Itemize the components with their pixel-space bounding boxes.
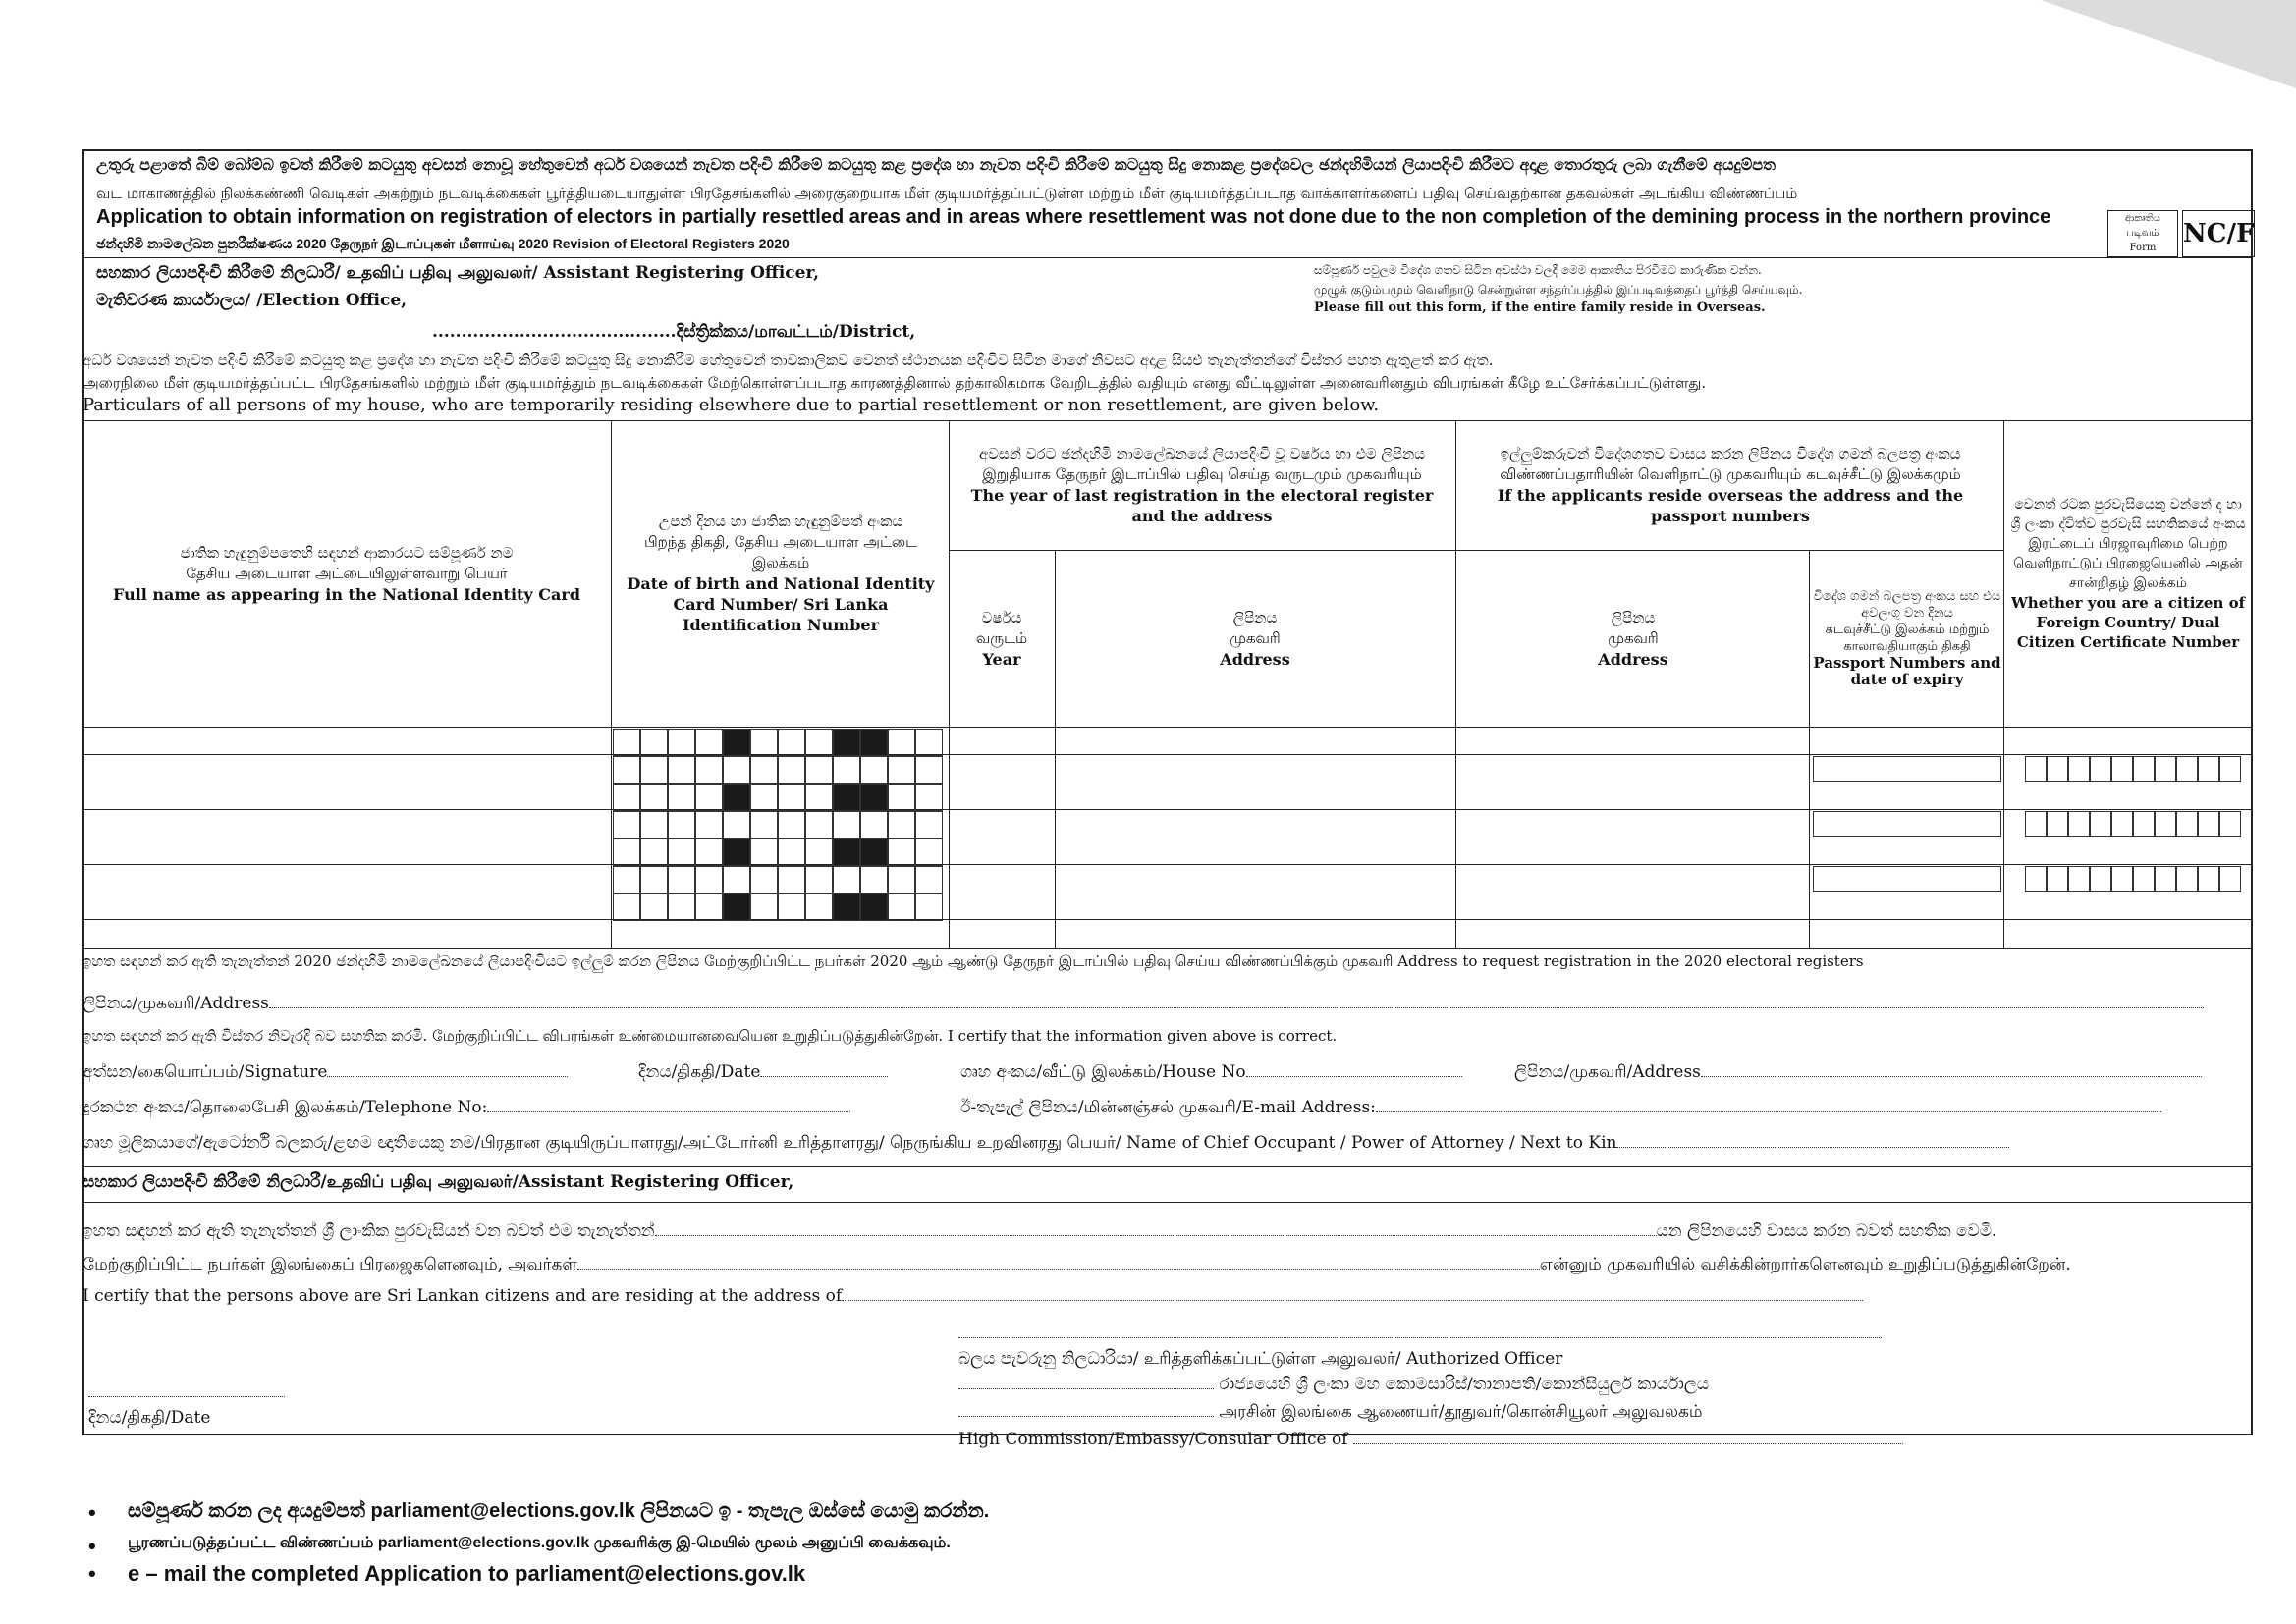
dob-nic-digit-box[interactable]: [750, 893, 778, 921]
officer-cert-ta[interactable]: [82, 1255, 2071, 1276]
certify-statement: [82, 1027, 1337, 1047]
citizen-cert-digit-box[interactable]: [2068, 866, 2090, 892]
citizen-cert-digit-box[interactable]: [2133, 866, 2155, 892]
dob-nic-digit-box[interactable]: [640, 811, 668, 839]
col-line: [1455, 420, 1456, 948]
dob-nic-digit-box[interactable]: [613, 811, 640, 839]
row-line: [82, 919, 2253, 920]
officer-section-title: සහකාර ලියාපදිංචි කිරීමේ නිලධාරී/உதவிப் பதிவு அலுவலர்/Assistant Registering Officer,: [82, 1172, 794, 1192]
dob-nic-digit-box[interactable]: [860, 839, 888, 866]
col-ov-address-ta: முகவரி: [1608, 628, 1659, 647]
email-label: ඊ-තැපැල් ලිපිනය/மின்னஞ்சல் முகவரி/E-mail Address:: [960, 1098, 1376, 1117]
dob-nic-digit-box[interactable]: [750, 866, 778, 893]
dob-nic-digit-box[interactable]: [888, 756, 915, 784]
dob-nic-digit-box[interactable]: [915, 756, 943, 784]
col-overseas-ta: விண்ணப்பதாரியின் வெளிநாட்டு முகவரியும் கடவுச்சீட்டு இலக்கமும்: [1500, 465, 1961, 483]
col-overseas-address: [1459, 552, 1807, 725]
officer-date-label: දිනය/திகதி/Date: [88, 1408, 211, 1428]
dob-nic-digit-box[interactable]: [723, 756, 750, 784]
col-dob-en: Date of birth and National Identity Card Number/ Sri Lanka Identification Number: [627, 574, 935, 634]
dob-nic-digit-box[interactable]: [778, 893, 805, 921]
commission-ta: அரசின் இலங்கை ஆணையர்/தூதுவர்/கொன்சியூலர் அலுவலகம்: [1219, 1402, 1703, 1422]
overseas-note-ta: முழுக் குடும்பமும் வெளிநாடு சென்றுள்ள சந்தர்ப்பத்தில் இப்படிவத்தைப் பூர்த்தி செய்யவும்.: [1314, 283, 1803, 297]
table-subheader-line: [949, 550, 2003, 551]
dob-nic-digit-box[interactable]: [805, 729, 833, 756]
dob-nic-digit-box[interactable]: [805, 839, 833, 866]
certify-text: ඉහත සඳහන් කර ඇති විස්තර නිවැරදි බව සහතික කරමි. மேற்குறிப்பிட்ட விபரங்கள் உண்மையானவையென உறுதிப்படுத்துகின்றேன். I certify that the information given above is correct.: [82, 1027, 1338, 1045]
signature-label: අත්සන/கையொப்பம்/Signature: [82, 1062, 328, 1082]
col-passport-si: විදේශ ගමන් බලපත්‍ර අංකය සහ එය අවලංගු වන දිනය: [1813, 589, 2001, 621]
dob-nic-digit-box[interactable]: [778, 784, 805, 811]
dob-nic-digit-box[interactable]: [640, 839, 668, 866]
officer-cert-ta-text: மேற்குறிப்பிட்ட நபர்கள் இலங்கைப் பிரஜைகளெனவும், அவர்கள்: [82, 1255, 577, 1274]
footer-line-en: • e – mail the completed Application to parliament@elections.gov.lk: [128, 1561, 805, 1587]
dob-nic-digit-box[interactable]: [888, 811, 915, 839]
dob-nic-digit-box[interactable]: [695, 729, 723, 756]
signature-dots[interactable]: [327, 1062, 568, 1077]
dob-nic-digit-box[interactable]: [750, 756, 778, 784]
col-overseas-si: ඉල්ලුම්කරුවන් විදේශගතව වාසය කරන ලිපිනය විදේශ ගමන් බලපත්‍ර අංකය: [1500, 445, 1961, 462]
dob-nic-digit-box[interactable]: [888, 866, 915, 893]
citizen-cert-digit-box[interactable]: [2219, 756, 2241, 782]
dob-nic-digit-box[interactable]: [695, 811, 723, 839]
dob-nic-digit-box[interactable]: [723, 839, 750, 866]
telephone-label: දුරකථන අංකය/தொலைபேசி இலக்கம்/Telephone No:: [82, 1098, 488, 1117]
house-no-dots[interactable]: [1246, 1062, 1462, 1077]
dob-nic-digit-box[interactable]: [750, 784, 778, 811]
commission-ta-dots[interactable]: [958, 1402, 1214, 1417]
citizen-cert-digit-box[interactable]: [2155, 866, 2176, 892]
col-passport: [1813, 552, 2001, 725]
col-year: [951, 552, 1053, 725]
passport-number-box[interactable]: [1813, 756, 2001, 782]
form-frame: [82, 149, 2253, 1435]
dob-nic-digit-box[interactable]: [695, 784, 723, 811]
email-line[interactable]: [960, 1098, 2161, 1119]
col-citizenship: [2007, 422, 2249, 725]
chief-occupant-dots[interactable]: [1616, 1133, 2009, 1148]
district-field[interactable]: ..........................................දිස්ත්‍රික්කය/மாவட்டம்/District,: [432, 322, 916, 342]
officer-address: සහකාර ලියාපදිංචි කිරීමේ නිලධාරී/ உதவிப் பதிவு அலுவலர்/ Assistant Registering Officer,: [96, 263, 820, 283]
col-year-en: Year: [982, 649, 1021, 669]
passport-number-box[interactable]: [1813, 866, 2001, 892]
date-line[interactable]: [638, 1062, 888, 1084]
footer-line-ta: • பூரணப்படுத்தப்பட்ட விண்ணப்பம் parliament@elections.gov.lk முகவரிக்கு இ-மெயில் மூலம் அனுப்பி வைக்கவும்.: [128, 1534, 951, 1553]
citizen-cert-digit-box[interactable]: [2111, 811, 2133, 837]
dob-nic-digit-box[interactable]: [695, 866, 723, 893]
date-dots[interactable]: [760, 1062, 888, 1077]
dob-nic-digit-box[interactable]: [805, 811, 833, 839]
dob-nic-digit-box[interactable]: [778, 866, 805, 893]
dob-nic-digit-box[interactable]: [833, 811, 860, 839]
dob-nic-digit-box[interactable]: [613, 756, 640, 784]
officer-section-rule-top: [82, 1166, 2253, 1167]
citizen-cert-digit-box[interactable]: [2111, 756, 2133, 782]
citizen-cert-digit-box[interactable]: [2090, 811, 2111, 837]
col-dob-ta: பிறந்த திகதி, தேசிய அடையாள அட்டை இலக்கம்: [643, 533, 918, 571]
footer-line-si: • සම්පූර්ණ කරන ලද අයදුම්පත් parliament@elections.gov.lk ලිපිනයට ඉ - තැපැල ඔස්සේ යොමු කරන්න.: [128, 1500, 989, 1523]
citizen-cert-digit-box[interactable]: [2025, 811, 2047, 837]
dob-nic-digit-box[interactable]: [750, 729, 778, 756]
citizen-cert-digit-box[interactable]: [2047, 756, 2068, 782]
authorized-officer-label: බලය පැවරුනු නිලධාරියා/ உரித்தளிக்கப்பட்டுள்ள அலுவலர்/ Authorized Officer: [958, 1349, 1563, 1369]
authorized-signature-line[interactable]: [958, 1324, 1882, 1343]
dob-nic-digit-box[interactable]: [668, 811, 695, 839]
overseas-note-si: සම්පූර්ණ පවුලම විදේශ ගතව සිටින අවස්ථා වලදී මෙම ආකෘතිය පිරවීමට කාරුණික වන්න.: [1314, 263, 1762, 277]
dob-nic-digit-box[interactable]: [723, 893, 750, 921]
dob-nic-digit-box[interactable]: [915, 839, 943, 866]
citizen-cert-digit-box[interactable]: [2090, 756, 2111, 782]
dob-nic-digit-box[interactable]: [860, 729, 888, 756]
row-line: [82, 864, 2253, 865]
chief-occupant-label: ගෘහ මූලිකයාගේ/ඇටෝර්නි බලකරු/ළඟම ඥාතියෙකු නම/பிரதான குடியிருப்பாளரது/அட்டோர்னி உரித்தாளரது/ நெருங்கிய உறவினரது பெயர்/ Name of Chief Occupant / Power of Attorney / Next to Kin: [82, 1133, 1617, 1153]
col-full-name-ta: தேசிய அடையாள அட்டையிலுள்ளவாறு பெயர்: [186, 564, 508, 582]
citizen-cert-digit-box[interactable]: [2111, 866, 2133, 892]
house-no-label: ගෘහ අංකය/வீட்டு இலக்கம்/House No: [960, 1062, 1246, 1082]
officer-cert-si-end: යන ලිපිනයෙහි වාසය කරන බවත් සහතික වෙමි.: [1656, 1221, 1997, 1241]
dob-nic-digit-box[interactable]: [833, 784, 860, 811]
dob-nic-digit-box[interactable]: [805, 866, 833, 893]
form-label-ta: படிவம்: [2126, 228, 2159, 239]
citizen-cert-digit-box[interactable]: [2025, 866, 2047, 892]
citizen-cert-digit-box[interactable]: [2176, 866, 2198, 892]
officer-cert-si-text: ඉහත සඳහන් කර ඇති තැනැත්තන් ශ්‍රී ලාංකික පුරවැසියන් වන බවත් එම තැනැත්තන්: [82, 1221, 655, 1241]
dob-nic-digit-box[interactable]: [833, 893, 860, 921]
dob-nic-digit-box[interactable]: [640, 729, 668, 756]
dob-nic-digit-box[interactable]: [668, 729, 695, 756]
address-dots[interactable]: [269, 994, 2204, 1008]
col-full-name-si: ජාතික හැඳුනුම්පතෙහි සඳහන් ආකාරයට සම්පූර්ණ නම: [180, 543, 514, 562]
dob-nic-digit-box[interactable]: [723, 811, 750, 839]
col-line: [82, 420, 83, 948]
telephone-line[interactable]: [82, 1098, 850, 1119]
col-lastreg-ta: இறுதியாக தேருநர் இடாப்பில் பதிவு செய்த வருடமும் முகவரியும்: [982, 465, 1422, 483]
dob-nic-digit-box[interactable]: [805, 784, 833, 811]
dob-nic-digit-box[interactable]: [723, 729, 750, 756]
form-label-en: Form: [2129, 243, 2157, 253]
col-citizen-en: Whether you are a citizen of Foreign Country/ Dual Citizen Certificate Number: [2010, 594, 2246, 651]
form-label-box: [2107, 210, 2178, 257]
dob-nic-digit-box[interactable]: [778, 756, 805, 784]
dob-nic-digit-box[interactable]: [860, 866, 888, 893]
dob-nic-digit-box[interactable]: [888, 839, 915, 866]
dob-nic-digit-box[interactable]: [668, 893, 695, 921]
col-line: [611, 420, 612, 948]
col-full-name: [84, 422, 609, 725]
citizen-cert-digit-box[interactable]: [2219, 811, 2241, 837]
dob-nic-digit-box[interactable]: [860, 893, 888, 921]
title-tamil: வட மாகாணத்தில் நிலக்கண்ணி வெடிகள் அகற்றும் நடவடிக்கைகள் பூர்த்தியடையாதுள்ள பிரதேசங்களில் அரைகுறையாக மீள் குடியமர்த்தப்பட்டுள்ள மற்றும் மீள் குடியமர்த்தப்படாத வாக்காளர்களைப் பதிவு செய்வதற்கான தகவல்கள் அடங்கிய விண்ணப்பம்: [96, 185, 1798, 202]
dob-nic-digit-box[interactable]: [668, 866, 695, 893]
col-dob-nic: [619, 422, 943, 725]
col-line: [2251, 420, 2252, 948]
passport-number-box[interactable]: [1813, 811, 2001, 837]
address2-dots[interactable]: [1701, 1062, 2202, 1077]
telephone-dots[interactable]: [487, 1098, 850, 1112]
col-line: [2003, 420, 2004, 948]
citizen-cert-digit-box[interactable]: [2155, 756, 2176, 782]
row-line: [82, 809, 2253, 810]
officer-cert-si-dots[interactable]: [655, 1221, 1657, 1236]
row-line: [82, 754, 2253, 755]
dob-nic-digit-box[interactable]: [833, 729, 860, 756]
citizen-cert-digit-box[interactable]: [2219, 866, 2241, 892]
dob-nic-digit-box[interactable]: [613, 784, 640, 811]
col-passport-ta: கடவுச்சீட்டு இலக்கம் மற்றும் காலாவதியாகும் திகதி: [1825, 623, 1990, 654]
dob-nic-digit-box[interactable]: [915, 893, 943, 921]
dob-nic-digit-box[interactable]: [668, 756, 695, 784]
col-citizen-si: වෙනත් රටක පුරවැසියෙකු වන්නේ ද හා ශ්‍රී ලංකා ද්විත්ව පුරවැසි සහතිකයේ අංකය: [2010, 497, 2246, 532]
col-year-si: වර්ෂය: [981, 608, 1022, 626]
dob-nic-digit-box[interactable]: [668, 839, 695, 866]
col-lastreg-si: අවසන් වරට ඡන්දහිමි නාමලේඛනයේ ලියාපදිංචි වූ වර්ෂය හා එම ලිපිනය: [979, 445, 1425, 462]
dob-nic-digit-box[interactable]: [613, 729, 640, 756]
citizen-cert-digit-box[interactable]: [2176, 811, 2198, 837]
form-code: NC/F: [2182, 210, 2255, 257]
authorized-signature-dots[interactable]: [958, 1324, 1882, 1338]
citizen-cert-digit-box[interactable]: [2047, 866, 2068, 892]
intro-en: Particulars of all persons of my house, who are temporarily residing elsewhere due to partial resettlement or non resettlement, are given below.: [82, 395, 1380, 415]
citizen-cert-digit-box[interactable]: [2198, 811, 2219, 837]
dob-nic-digit-box[interactable]: [613, 893, 640, 921]
address2-line[interactable]: [1514, 1062, 2202, 1084]
dob-nic-digit-box[interactable]: [888, 729, 915, 756]
col-address: [1057, 552, 1453, 725]
dob-nic-digit-box[interactable]: [888, 893, 915, 921]
col-address-ta: முகவரி: [1230, 628, 1281, 647]
dob-nic-digit-box[interactable]: [613, 839, 640, 866]
dob-nic-digit-box[interactable]: [778, 839, 805, 866]
dob-nic-digit-box[interactable]: [860, 784, 888, 811]
title-sinhala: උතුරු පළාතේ බිම් බෝම්බ ඉවත් කිරීමේ කටයුතු අවසන් නොවූ හේතුවෙන් අර්ධ වශයෙන් නැවත පදිංචි කිරීමේ කටයුතු කළ ප්‍රදේශ හා නැවත පදිංචි කිරීමේ කටයුතු සිදු නොකළ ප්‍රදේශවල ඡන්දහිමියන් ලියාපදිංචි කිරීමට අදාළ තොරතුරු ලබා ගැනීමේ අයදුම්පත: [96, 155, 1777, 174]
revision-line: ඡන්දහිමි නාමලේඛන පුනරීක්ෂණය 2020 தேருநர் இடாப்புகள் மீளாய்வு 2020 Revision of Electoral Registers 2020: [96, 236, 790, 251]
commission-en: High Commission/Embassy/Consular Office of: [958, 1430, 1348, 1449]
dob-nic-digit-box[interactable]: [778, 811, 805, 839]
officer-section-rule-bottom: [82, 1202, 2253, 1203]
registration-address-prompt: [82, 952, 1864, 972]
col-line: [1055, 550, 1056, 948]
officer-date-dots[interactable]: [88, 1382, 285, 1397]
table-header-bottom: [82, 727, 2253, 728]
header-rule: [82, 257, 2253, 258]
chief-occupant-line[interactable]: [82, 1133, 2009, 1155]
officer-cert-si[interactable]: [82, 1221, 1996, 1241]
dob-nic-digit-box[interactable]: [915, 729, 943, 756]
dob-nic-digit-box[interactable]: [805, 893, 833, 921]
officer-date-dots-line[interactable]: [88, 1382, 285, 1402]
table-top: [82, 420, 2253, 421]
commission-si: රාජ්‍යයෙහි ශ්‍රී ලංකා මහ කොමසාරිස්/තානාපති/කොන්සියුලර් කාර්යාලය: [1219, 1375, 1710, 1394]
dob-nic-digit-box[interactable]: [915, 811, 943, 839]
office-address: මැතිවරණ කාර්යාලය/ /Election Office,: [96, 291, 408, 310]
dob-nic-digit-box[interactable]: [640, 893, 668, 921]
dob-nic-digit-box[interactable]: [888, 784, 915, 811]
dob-nic-digit-box[interactable]: [695, 839, 723, 866]
title-english: Application to obtain information on registration of electors in partially resettled areas and in areas where resettlement was not done due to the non completion of the demining process in the northern province: [96, 206, 2051, 228]
dob-nic-digit-box[interactable]: [805, 756, 833, 784]
citizen-cert-digit-box[interactable]: [2176, 756, 2198, 782]
col-dob-si: උපන් දිනය හා ජාතික හැඳුනුම්පත් අංකය: [658, 513, 903, 530]
col-address-en: Address: [1220, 649, 1290, 669]
address-line[interactable]: [82, 994, 2253, 1015]
intro-si: අර්ධ වශයෙන් නැවත පදිංචි කිරීමේ කටයුතු කළ ප්‍රදේශ හා නැවත පදිංචි කිරීමේ කටයුතු සිදු නොකිරීම හේතුවෙන් තාවකාලිකව වෙනත් ස්ථානයක පදිංචිව සිටින මාගේ නිවසට අදාළ සියළු තැනැත්තන්ගේ විස්තර පහත ඇතුළත් කර ඇත.: [82, 352, 1494, 369]
form-label-si: ආකෘතිය: [2125, 213, 2160, 224]
citizen-cert-digit-box[interactable]: [2090, 866, 2111, 892]
dob-nic-digit-box[interactable]: [915, 866, 943, 893]
commission-si-line[interactable]: [958, 1375, 1709, 1394]
dob-nic-digit-box[interactable]: [860, 756, 888, 784]
commission-ta-line[interactable]: [958, 1402, 1703, 1424]
dob-nic-digit-box[interactable]: [750, 811, 778, 839]
signature-line[interactable]: [82, 1062, 568, 1084]
col-passport-en: Passport Numbers and date of expiry: [1813, 654, 2001, 688]
col-overseas: [1459, 422, 2001, 548]
col-line: [1809, 550, 1810, 948]
col-overseas-en: If the applicants reside overseas the address and the passport numbers: [1497, 486, 1964, 525]
address2-label: ලිපිනය/முகவரி/Address: [1514, 1062, 1701, 1082]
dob-nic-digit-box[interactable]: [723, 784, 750, 811]
intro-ta: அரைநிலை மீள் குடியமர்த்தப்பட்ட பிரதேசங்களில் மற்றும் மீள் குடியமர்த்தும் நடவடிக்கைகள் மேற்கொள்ளப்படாத காரணத்தினால் தற்காலிகமாக வேறிடத்தில் வதியும் எனது வீட்டிலுள்ள அனைவரினதும் விபரங்கள் கீழே உட்சேர்க்கப்பட்டுள்ளது.: [82, 374, 1707, 392]
dob-nic-digit-box[interactable]: [833, 866, 860, 893]
overseas-note-en: Please fill out this form, if the entire family reside in Overseas.: [1314, 300, 1766, 315]
date-label: දිනය/திகதி/Date: [638, 1062, 761, 1082]
dob-nic-digit-box[interactable]: [640, 784, 668, 811]
citizen-cert-digit-box[interactable]: [2155, 811, 2176, 837]
col-full-name-en: Full name as appearing in the National Identity Card: [112, 584, 580, 604]
page-corner-fold: [2041, 0, 2296, 88]
col-lastreg-en: The year of last registration in the electoral register and the address: [970, 486, 1434, 525]
commission-en-dots[interactable]: [1353, 1430, 1903, 1444]
email-dots[interactable]: [1376, 1098, 2161, 1112]
dob-nic-digit-box[interactable]: [640, 866, 668, 893]
dob-nic-digit-box[interactable]: [778, 729, 805, 756]
citizen-cert-digit-box[interactable]: [2068, 811, 2090, 837]
dob-nic-digit-box[interactable]: [833, 839, 860, 866]
citizen-cert-digit-box[interactable]: [2025, 756, 2047, 782]
col-ov-address-en: Address: [1598, 649, 1668, 669]
dob-nic-digit-box[interactable]: [723, 866, 750, 893]
registration-address-prompt-text: ඉහත සඳහන් කර ඇති තැනැත්තන් 2020 ඡන්දහිමි නාමලේඛනයේ ලියාපදිංචියට ඉල්ලුම් කරන ලිපිනය மேற்குறிப்பிட்ட நபர்கள் 2020 ஆம் ஆண்டு தேருநர் இடாப்பில் பதிவு செய்ய விண்ணப்பிக்கும் முகவரி Address to request registration in the 2020 electoral registers: [82, 952, 1864, 970]
col-last-registration: [953, 422, 1451, 548]
col-year-ta: வருடம்: [975, 628, 1028, 647]
citizen-cert-digit-box[interactable]: [2047, 811, 2068, 837]
citizen-cert-digit-box[interactable]: [2133, 811, 2155, 837]
citizen-cert-digit-box[interactable]: [2133, 756, 2155, 782]
commission-si-dots[interactable]: [958, 1375, 1214, 1389]
col-ov-address-si: ලිපිනය: [1611, 608, 1656, 626]
dob-nic-digit-box[interactable]: [695, 756, 723, 784]
citizen-cert-digit-box[interactable]: [2068, 756, 2090, 782]
dob-nic-digit-box[interactable]: [915, 784, 943, 811]
col-line: [949, 420, 950, 948]
dob-nic-digit-box[interactable]: [695, 893, 723, 921]
dob-nic-digit-box[interactable]: [613, 866, 640, 893]
dob-nic-digit-box[interactable]: [860, 811, 888, 839]
officer-cert-en[interactable]: [82, 1286, 1863, 1306]
house-no-line[interactable]: [960, 1062, 1462, 1084]
address-label: ලිපිනය/முகவரி/Address: [82, 994, 269, 1013]
table-bottom: [82, 948, 2253, 949]
officer-cert-ta-dots[interactable]: [577, 1255, 1540, 1270]
dob-nic-digit-box[interactable]: [833, 756, 860, 784]
dob-nic-digit-box[interactable]: [750, 839, 778, 866]
dob-nic-digit-box[interactable]: [668, 784, 695, 811]
officer-cert-en-dots[interactable]: [842, 1286, 1863, 1301]
dob-nic-digit-box[interactable]: [640, 756, 668, 784]
col-citizen-ta: இரட்டைப் பிரஜாவுரிமை பெற்ற வெளிநாட்டுப் பிரஜையெனில் அதன் சான்றிதழ் இலக்கம்: [2013, 536, 2243, 591]
officer-cert-en-text: I certify that the persons above are Sri Lankan citizens and are residing at the address of: [82, 1286, 843, 1306]
officer-cert-ta-end: என்னும் முகவரியில் வசிக்கின்றார்களெனவும் உறுதிப்படுத்துகின்றேன்.: [1539, 1255, 2071, 1274]
commission-en-line[interactable]: [958, 1430, 1903, 1449]
col-address-si: ලිපිනය: [1232, 608, 1278, 626]
citizen-cert-digit-box[interactable]: [2198, 756, 2219, 782]
citizen-cert-digit-box[interactable]: [2198, 866, 2219, 892]
